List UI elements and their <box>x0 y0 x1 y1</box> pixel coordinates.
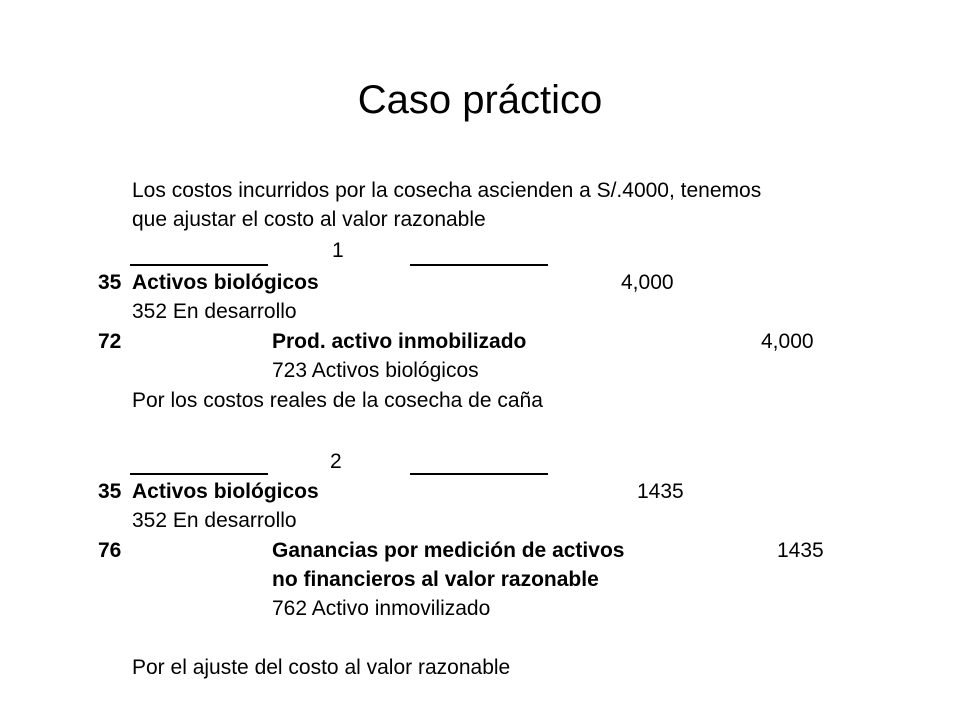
entry-2-left-rule <box>130 473 268 475</box>
entry-1-gloss: Por los costos reales de la cosecha de caña <box>132 389 543 412</box>
entry-2-debit-amount: 1435 <box>637 480 684 503</box>
entry-1-left-rule <box>130 264 268 266</box>
entry-1-debit-subaccount: 352 En desarrollo <box>132 300 297 323</box>
entry-2-credit-account-line-2: no financieros al valor razonable <box>272 568 599 591</box>
entry-2-right-rule <box>410 473 548 475</box>
entry-2-credit-code: 76 <box>98 539 122 562</box>
entry-1-number: 1 <box>332 239 344 262</box>
entry-1-right-rule <box>410 264 548 266</box>
entry-2-credit-account-line-1: Ganancias por medición de activos <box>272 539 625 562</box>
entry-2-debit-code: 35 <box>98 480 122 503</box>
entry-2-debit-subaccount: 352 En desarrollo <box>132 509 297 532</box>
entry-1-debit-code: 35 <box>98 271 122 294</box>
page-title: Caso práctico <box>357 78 603 122</box>
entry-2-gloss: Por el ajuste del costo al valor razonable <box>132 656 511 679</box>
intro-text-line-1: Los costos incurridos por la cosecha ascienden a S/.4000, tenemos <box>132 179 762 202</box>
entry-1-debit-amount: 4,000 <box>621 271 674 294</box>
entry-2-credit-subaccount: 762 Activo inmovilizado <box>272 597 491 620</box>
entry-2-debit-account: Activos biológicos <box>132 480 319 503</box>
entry-1-credit-code: 72 <box>98 330 122 353</box>
entry-1-credit-account: Prod. activo inmobilizado <box>272 330 527 353</box>
entry-1-debit-account: Activos biológicos <box>132 271 319 294</box>
entry-2-number: 2 <box>330 450 342 473</box>
entry-1-credit-amount: 4,000 <box>761 330 814 353</box>
entry-2-credit-amount: 1435 <box>777 539 824 562</box>
intro-text-line-2: que ajustar el costo al valor razonable <box>132 208 486 231</box>
entry-1-credit-subaccount: 723 Activos biológicos <box>272 359 479 382</box>
